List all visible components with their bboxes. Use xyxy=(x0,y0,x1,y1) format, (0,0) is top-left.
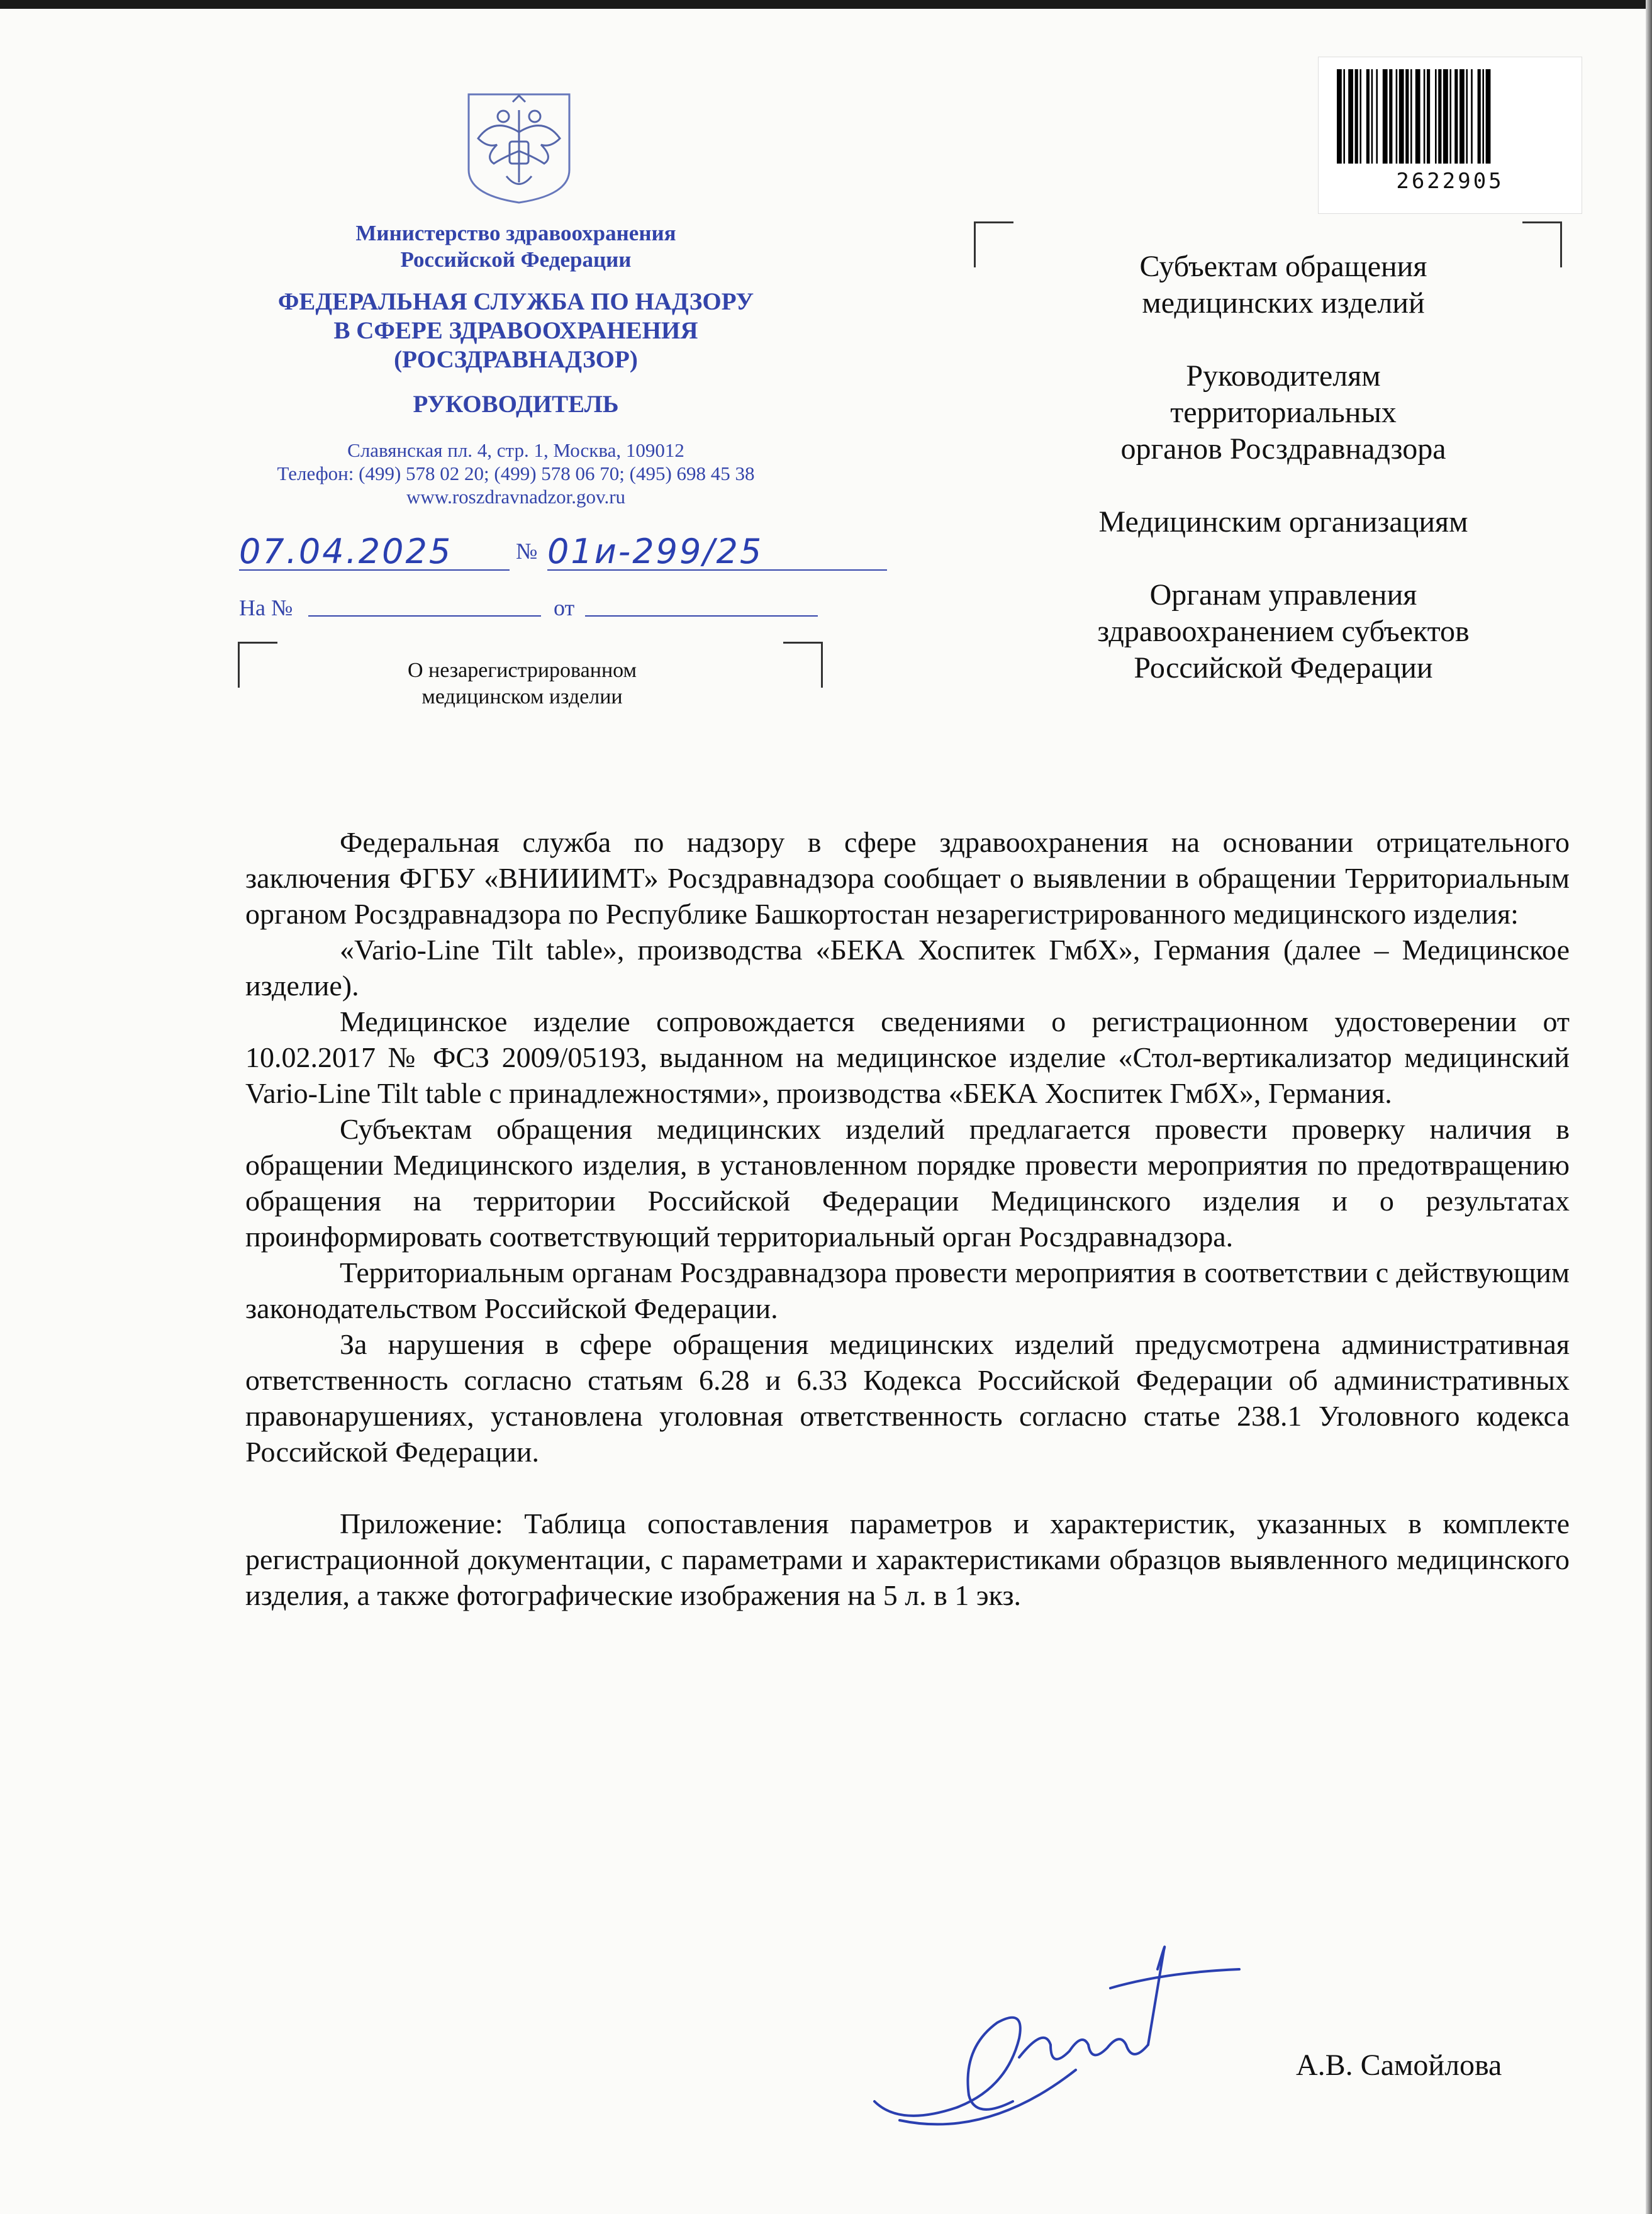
recipient-3-line-1: Медицинским организациям xyxy=(1098,505,1468,539)
recipient-4-line-2: здравоохранением субъектов xyxy=(1097,615,1470,648)
paragraph-2: «Vario-Line Tilt table», производства «БЕКА Хоспитек ГмбХ», Германия (далее – Медицинское изделие). xyxy=(245,934,1570,1002)
barcode-bar xyxy=(1466,69,1468,164)
website: www.roszdravnadzor.gov.ru xyxy=(406,486,626,508)
paragraph-6: За нарушения в сфере обращения медицинских изделий предусмотрена административная ответственность согласно статьям 6.28 и 6.33 Кодекса Российской Федерации об административных правонарушениях, установлена уголовная ответственность согласно статье 238.1 Уголовного кодекса Российской Федерации. xyxy=(245,1328,1570,1468)
service-line-2: В СФЕРЕ ЗДРАВООХРАНЕНИЯ xyxy=(333,317,698,344)
barcode-bar xyxy=(1396,69,1398,164)
paragraph-1: Федеральная служба по надзору в сфере здравоохранения на основании отрицательного заключения ФГБУ «ВНИИИМТ» Росздравнадзора сообщает о выявлении в обращении Территориальным органом Росздравнадзора по Республике Башкортостан незарегистрированного медицинского изделия: xyxy=(245,826,1570,930)
barcode-bar xyxy=(1348,69,1353,164)
handwritten-date: 07.04.2025 xyxy=(239,532,453,571)
barcode-bar xyxy=(1389,69,1392,164)
barcode-bar xyxy=(1337,69,1342,164)
barcode-bar xyxy=(1359,69,1361,164)
barcode-number: 2622905 xyxy=(1396,169,1504,194)
ministry-line-1: Министерство здравоохранения xyxy=(355,221,676,245)
date-field xyxy=(239,532,510,571)
barcode-bar xyxy=(1478,69,1481,164)
barcode-bar xyxy=(1410,69,1412,164)
barcode-bar xyxy=(1427,69,1430,164)
russian-coat-of-arms-icon xyxy=(462,88,576,204)
paragraph-3: Медицинское изделие сопровождается сведениями о регистрационном удостоверении от 10.02.2017 № ФСЗ 2009/05193, выданном на медицинское изделие «Стол-вертикализатор медицинский Vario-Line Tilt table с принадлежностями», производства «БЕКА Хоспитек ГмбХ», Германия. xyxy=(245,1005,1570,1109)
barcode-bar xyxy=(1438,69,1441,164)
barcode-bar xyxy=(1399,69,1404,164)
barcode-bar xyxy=(1343,69,1345,164)
subject-line-2: медицинском изделии xyxy=(421,685,623,708)
subject-line-1: О незарегистрированном xyxy=(407,659,637,682)
barcode-bar xyxy=(1366,69,1370,164)
handwritten-number: 01и-299/25 xyxy=(547,532,764,571)
scan-right-edge xyxy=(1646,0,1652,2214)
recipient-1-line-1: Субъектам обращения xyxy=(1139,250,1427,283)
reply-from-label: от xyxy=(554,595,575,620)
reply-date-line xyxy=(585,615,818,617)
recipient-4-line-1: Органам управления xyxy=(1149,578,1417,612)
barcode-bar xyxy=(1449,69,1451,164)
barcode-bar xyxy=(1435,69,1437,164)
letter-body xyxy=(245,824,1570,1613)
barcode-bar xyxy=(1486,69,1491,164)
barcode-bar xyxy=(1482,69,1484,164)
barcode-bar xyxy=(1459,69,1465,164)
recipients-block xyxy=(969,249,1598,686)
position-title: РУКОВОДИТЕЛЬ xyxy=(413,391,619,418)
signatory-name: А.В. Самойлова xyxy=(1296,2049,1502,2082)
address: Славянская пл. 4, стр. 1, Москва, 109012 xyxy=(347,439,684,461)
recipient-2 xyxy=(969,358,1598,467)
paragraph-4: Субъектам обращения медицинских изделий предлагается провести проверку наличия в обращении Медицинского изделия, в установленном порядке провести мероприятия по предотвращению обращения на территории Российской Федерации Медицинского изделия и о результатах проинформировать соответствующий территориальный орган Росздравнадзора. xyxy=(245,1113,1570,1253)
recipient-2-line-3: органов Росздравнадзора xyxy=(1120,432,1446,466)
reply-number-line xyxy=(308,615,541,617)
recipient-2-line-2: территориальных xyxy=(1170,396,1397,429)
service-line-3: (РОСЗДРАВНАДЗОР) xyxy=(394,346,638,373)
paragraph-5: Территориальным органам Росздравнадзора провести мероприятия в соответствии с действующим законодательством Российской Федерации. xyxy=(245,1256,1570,1324)
ministry-line-2: Российской Федерации xyxy=(400,247,632,272)
recipient-1 xyxy=(969,249,1598,321)
attachment: Приложение: Таблица сопоставления параметров и характеристик, указанных в комплекте регистрационной документации, с параметрами и характеристиками образцов выявленного медицинского изделия, а также фотографические изображения на 5 л. в 1 экз. xyxy=(245,1507,1570,1611)
ministry-name xyxy=(239,220,793,273)
number-sign: № xyxy=(516,539,538,564)
recipient-4-line-3: Российской Федерации xyxy=(1134,651,1433,685)
phones: Телефон: (499) 578 02 20; (499) 578 06 70; (495) 698 45 38 xyxy=(277,462,755,484)
scan-top-edge xyxy=(0,0,1652,9)
recipient-1-line-2: медицинских изделий xyxy=(1142,286,1425,320)
barcode-bar xyxy=(1471,69,1473,164)
barcode-bar xyxy=(1371,69,1373,164)
barcode-bar xyxy=(1405,69,1409,164)
barcode-bar xyxy=(1415,69,1420,164)
contact-block xyxy=(226,439,805,508)
barcode-bar xyxy=(1424,69,1426,164)
recipient-4 xyxy=(969,577,1598,686)
service-name xyxy=(214,288,818,374)
handwritten-signature xyxy=(862,1913,1252,2139)
number-field xyxy=(547,532,887,571)
subject xyxy=(239,657,805,710)
barcode-bar xyxy=(1376,69,1378,164)
reply-label: На № xyxy=(239,595,293,620)
recipient-3 xyxy=(969,504,1598,540)
service-line-1: ФЕДЕРАЛЬНАЯ СЛУЖБА ПО НАДЗОРУ xyxy=(277,288,754,315)
barcode-bar xyxy=(1355,69,1358,164)
barcode-bar xyxy=(1443,69,1448,164)
barcode-bar xyxy=(1454,69,1458,164)
recipient-2-line-1: Руководителям xyxy=(1186,359,1381,393)
barcode-bar xyxy=(1383,69,1388,164)
